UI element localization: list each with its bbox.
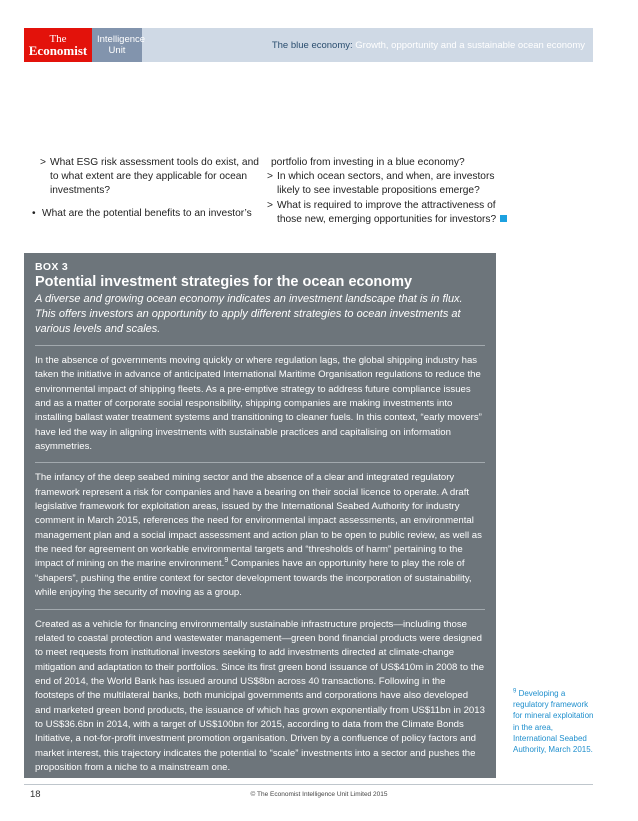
- box-intro: A diverse and growing ocean economy indicates an investment landscape that is in flux. This offers investors an opportunity to apply different strategies to ocean investments at various levels and scales.: [35, 293, 463, 335]
- report-title-sub: Growth, opportunity and a sustainable ocean economy: [352, 40, 585, 51]
- paragraph-text: The infancy of the deep seabed mining sector and the absence of a clear and integrated regulatory framework represent a risk for companies and have a bearing on their social licence to operate. A draft legislative framework for exploitation areas, issued by the International Seabed Authority for industry comment in March 2015, references the need for environmental impact assessments, an environmental management plan and a social impact assessment and action plan to be open to public review, as well as the need for agreement on workable environmental targets and “thresholds of harm” pertaining to the impact of mining on the marine environment.: [35, 472, 482, 570]
- arrow-marker: >: [40, 157, 46, 168]
- question-text: What is required to improve the attractiveness of those new, emerging opportunities for investors?: [277, 199, 497, 225]
- box-3: [24, 253, 496, 778]
- right-column: [259, 156, 515, 227]
- left-column: [32, 156, 262, 221]
- box-title: Potential investment strategies for the ocean economy: [35, 274, 413, 290]
- question-item: [32, 156, 262, 199]
- box-paragraph: [35, 471, 485, 600]
- bullet-item: [32, 207, 262, 221]
- bullet-text: What are the potential benefits to an investor’s: [42, 207, 252, 219]
- report-title-main: The blue economy:: [271, 40, 353, 51]
- logo-line1: The: [49, 33, 67, 45]
- bullet-marker: •: [32, 207, 36, 219]
- question-text: What ESG risk assessment tools do exist, and to what extent are they applicable for ocean investments?: [50, 157, 259, 197]
- divider: [35, 609, 485, 610]
- question-item: [259, 170, 515, 198]
- end-of-section-icon: [500, 215, 507, 222]
- question-text: In which ocean sectors, and when, are investors likely to see investable propositions emerge?: [277, 171, 495, 197]
- economist-logo: [24, 28, 92, 62]
- box-paragraph: In the absence of governments moving quickly or where regulation lags, the global shipping industry has taken the initiative in advance of anticipated International Maritime Organisation regulations to reduce the environmental impact of shipping fleets. As a pre-emptive strategy to address future compliance issues and as a matter of corporate social responsibility, shipping companies are making investments into installing ballast water treatment systems and transitioning to cleaner fuels. In this context, “early movers” have led the way in aligning investments with sustainable practices and capitalising on information asymmetries.: [35, 355, 482, 453]
- logo-line2: Economist: [28, 43, 88, 58]
- page-number: 18: [30, 789, 41, 800]
- divider: [35, 462, 485, 463]
- footnote: [513, 688, 595, 755]
- copyright-notice: © The Economist Intelligence Unit Limited 2015: [250, 791, 388, 798]
- footnote-number: 9: [513, 688, 517, 695]
- footnote-reference: 9: [224, 557, 229, 565]
- report-title: [272, 40, 585, 51]
- footnote-text: Developing a regulatory framework for mineral exploitation in the area, International Seabed Authority, March 2015.: [513, 689, 594, 755]
- box-paragraph: Created as a vehicle for financing environmentally sustainable infrastructure projects—including those related to coastal protection and wastewater management—green bond financial products were designed to meet requests from institutional investors seeking to add investments directed at climate-change mitigation and adaptation to their portfolios. Since its first green bond issuance of US$410m in 2008 to the end of 2014, the World Bank has issued around US$8bn across 40 transactions. Following in the footsteps of the multilateral banks, both municipal governments and corporations have also developed and marketed green bond products, the issuance of which has grown exponentially from US$11bn in 2013 to US$36.6bn in 2014, with a target of US$100bn for 2015, according to data from the Climate Bonds Initiative, a not-for-profit investment promotion organisation. Driven by a confluence of policy factors and market interest, this trajectory indicates the potential to “scale” investments into a sector and pushes the proposition from a niche to a mainstream one.: [35, 618, 485, 773]
- footer-rule: [24, 784, 593, 785]
- paragraph-text: Companies have an opportunity here to play the role of “shapers”, pushing the entire context for sector development towards the incorporation of sustainability, while enjoying the security of moving as a group.: [35, 558, 472, 599]
- arrow-marker: >: [267, 199, 273, 211]
- box-label: BOX 3: [35, 261, 69, 273]
- arrow-marker: >: [267, 171, 273, 183]
- question-item: [259, 199, 515, 227]
- intelligence-unit-label: [92, 28, 146, 62]
- page-header: [24, 28, 593, 62]
- unit-label-text: Intelligence Unit: [97, 34, 146, 56]
- divider: [35, 345, 485, 346]
- continued-text: portfolio from investing in a blue economy?: [271, 157, 465, 168]
